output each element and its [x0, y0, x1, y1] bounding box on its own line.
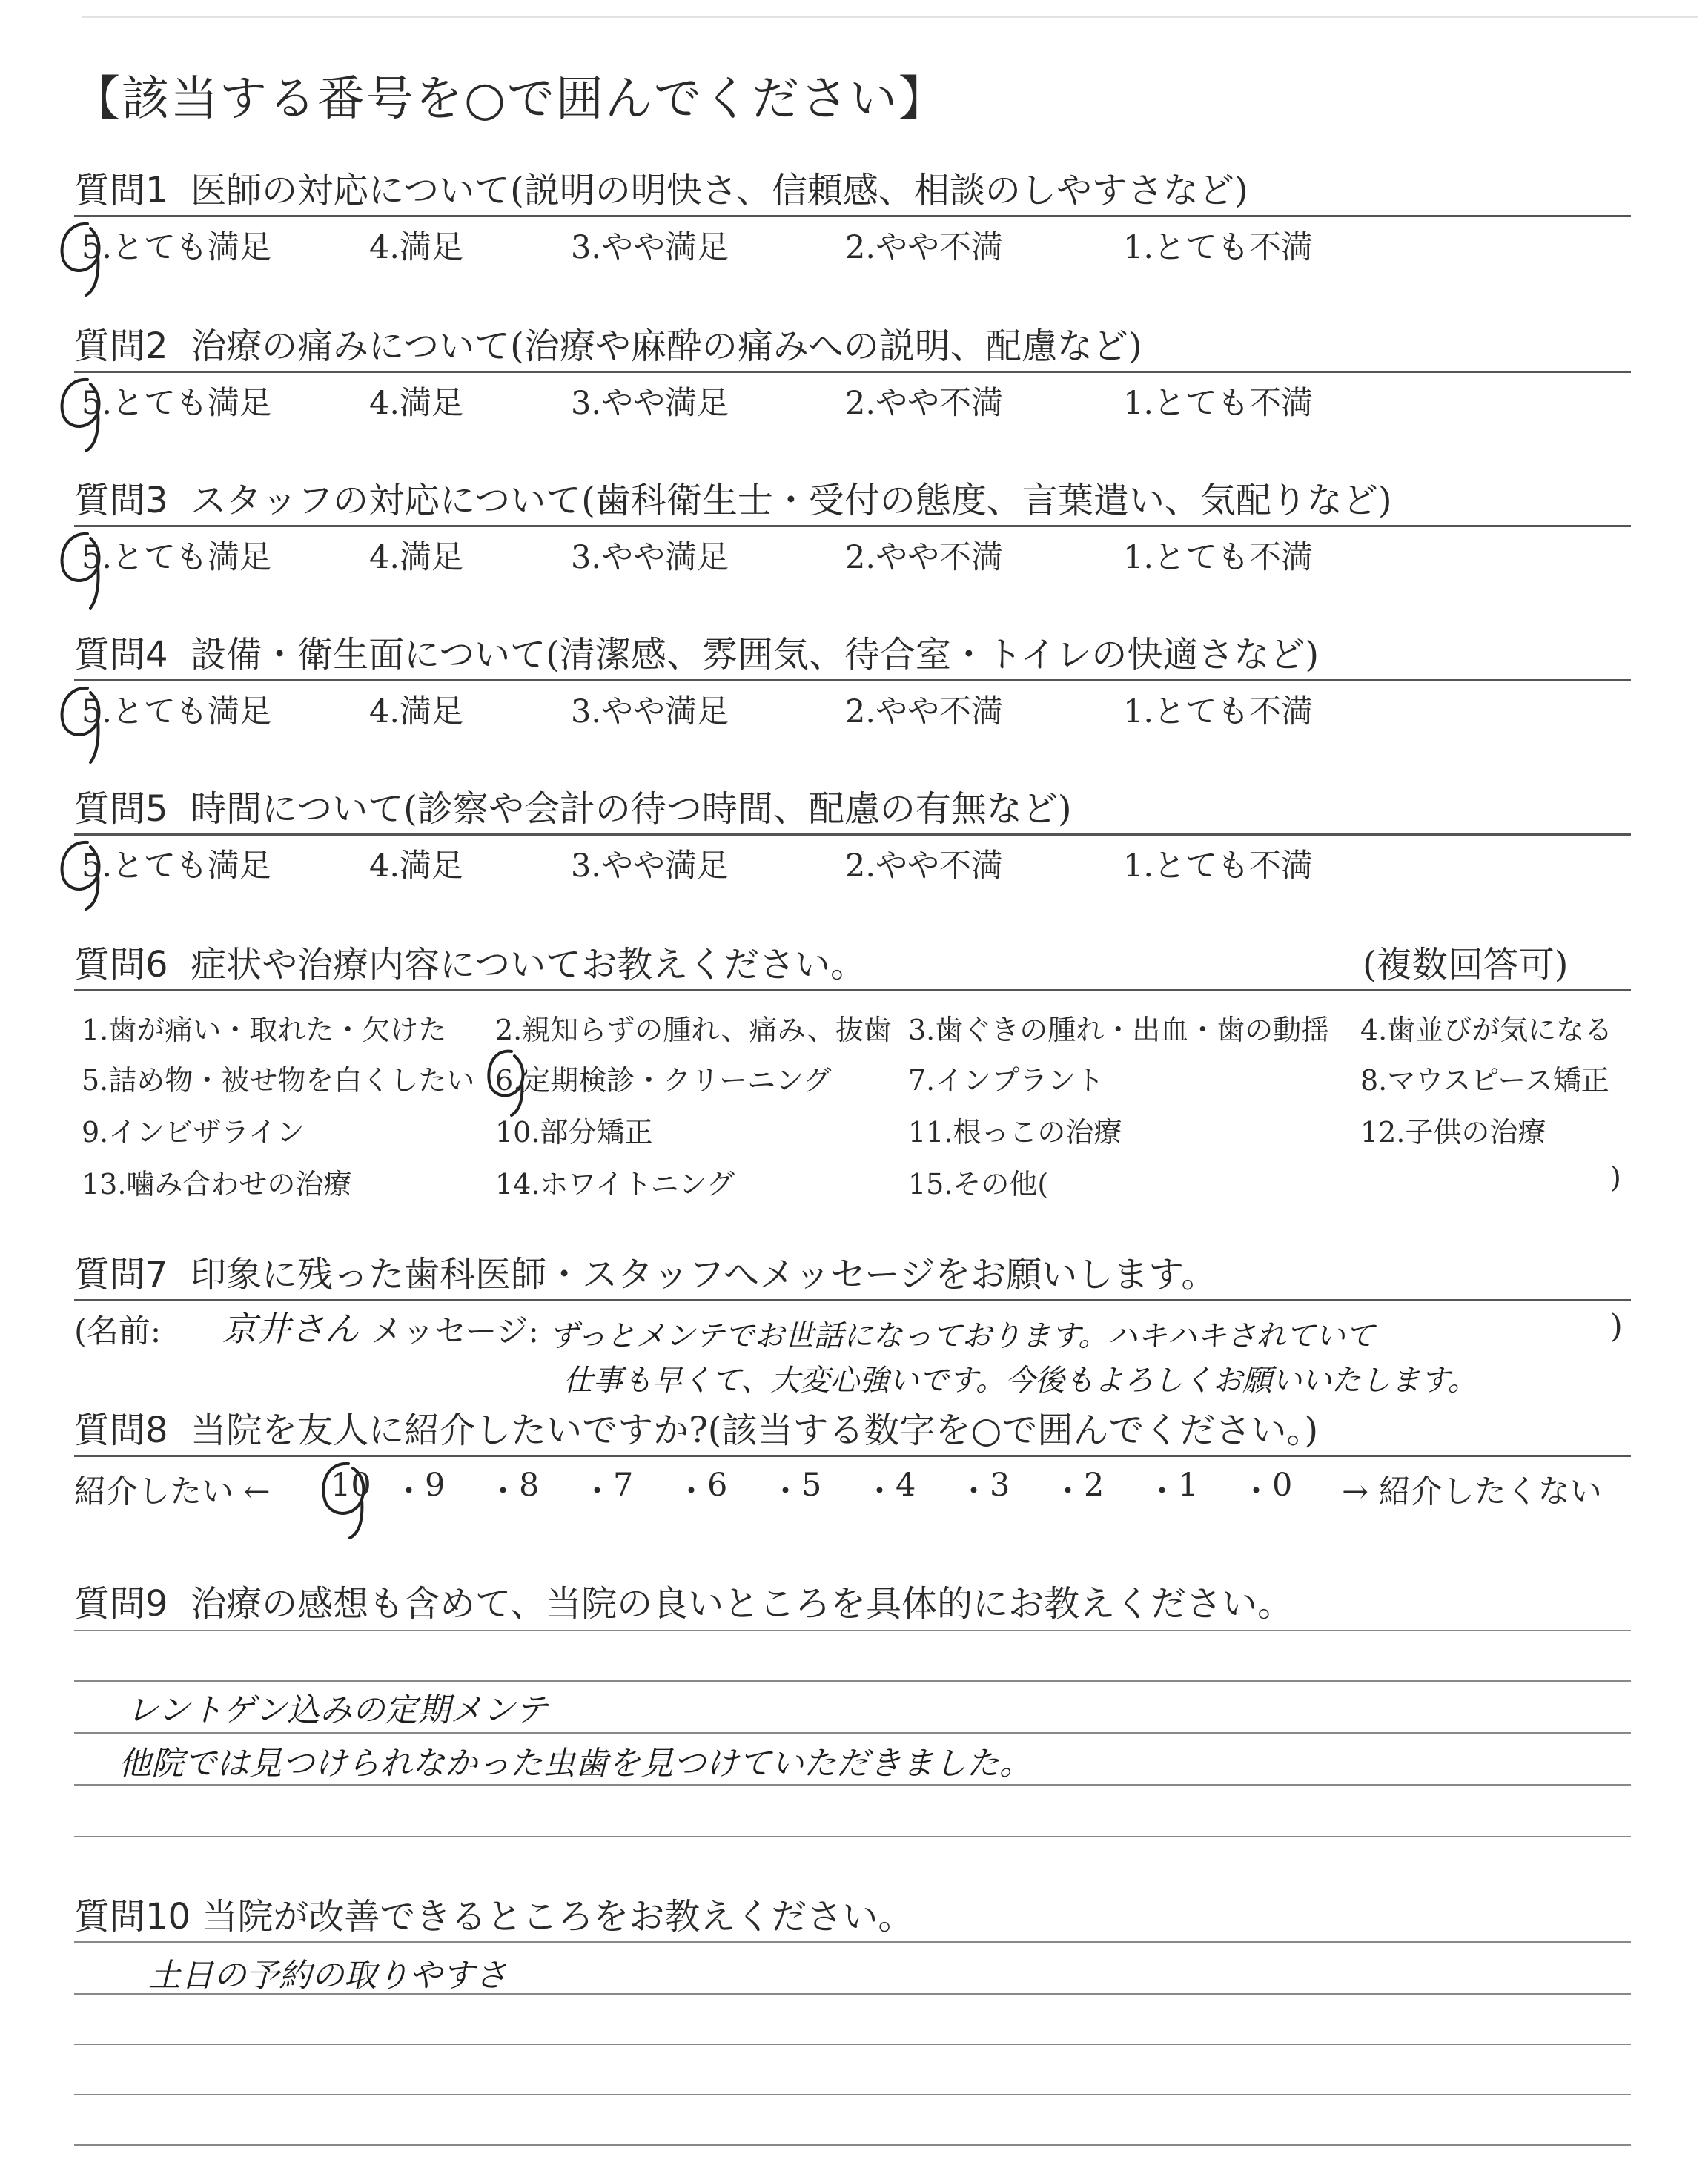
- q6-note: (複数回答可): [1363, 944, 1569, 985]
- q6-item-4[interactable]: 4.歯並びが気になる: [1360, 1014, 1613, 1046]
- q4-option-5[interactable]: 5.とても満足: [82, 693, 272, 730]
- q6-item-11[interactable]: 11.根っこの治療: [908, 1116, 1122, 1149]
- q5-option-4[interactable]: 4.満足: [369, 848, 464, 885]
- q6-item-2[interactable]: 2.親知らずの腫れ、痛み、抜歯: [495, 1014, 892, 1046]
- form-header: 【該当する番号を○で囲んでください】: [73, 72, 947, 127]
- q10-text: 当院が改善できるところをお教えください。: [202, 1896, 914, 1938]
- q4-option-4[interactable]: 4.満足: [369, 693, 464, 730]
- q8-text: 当院を友人に紹介したいですか?(該当する数字を○で囲んでください。): [191, 1410, 1319, 1451]
- q1-option-5[interactable]: 5.とても満足: [82, 229, 272, 266]
- q5-text: 時間について(診察や会計の待つ時間、配慮の有無など): [191, 788, 1072, 830]
- q2-option-1[interactable]: 1.とても不満: [1123, 385, 1314, 422]
- q5-option-5[interactable]: 5.とても満足: [82, 848, 272, 885]
- q5-option-2[interactable]: 2.やや不満: [845, 848, 1004, 885]
- q8-scale-2[interactable]: 2: [1084, 1467, 1105, 1504]
- q6-text: 症状や治療内容についてお教えください。: [191, 944, 867, 985]
- q6-item-6[interactable]: 6.定期検診・クリーニング: [495, 1064, 832, 1097]
- q3-text: スタッフの対応について(歯科衛生士・受付の態度、言葉遣い、気配りなど): [191, 480, 1392, 521]
- q9-label: 質問9: [74, 1583, 168, 1625]
- q3-label: 質問3: [74, 480, 168, 521]
- q6-item-15[interactable]: 15.その他(: [908, 1168, 1049, 1200]
- q8-left-label: 紹介したい ←: [74, 1473, 271, 1510]
- q8-scale-separator: ・: [581, 1473, 613, 1510]
- q8-scale-9[interactable]: 9: [425, 1467, 446, 1504]
- q8-scale-3[interactable]: 3: [990, 1467, 1010, 1504]
- q8-scale-5[interactable]: 5: [801, 1467, 822, 1504]
- q2-label: 質問2: [74, 326, 168, 367]
- q8-label: 質問8: [74, 1410, 168, 1451]
- q4-label: 質問4: [74, 634, 168, 676]
- q7-message-line1: ずっとメンテでお世話になっております。ハキハキされていて: [549, 1319, 1375, 1353]
- q9-text: 治療の感想も含めて、当院の良いところを具体的にお教えください。: [191, 1583, 1294, 1625]
- q6-item-9[interactable]: 9.インビザライン: [82, 1116, 305, 1149]
- q6-item-1[interactable]: 1.歯が痛い・取れた・欠けた: [82, 1014, 447, 1046]
- q8-scale-0[interactable]: 0: [1272, 1467, 1293, 1504]
- q8-scale-1[interactable]: 1: [1178, 1467, 1199, 1504]
- q8-scale-4[interactable]: 4: [896, 1467, 916, 1504]
- q7-close-paren: ): [1610, 1308, 1623, 1345]
- q8-scale-separator: ・: [958, 1473, 990, 1510]
- q6-item-10[interactable]: 10.部分矯正: [495, 1116, 653, 1149]
- q6-item-14[interactable]: 14.ホワイトニング: [495, 1168, 735, 1200]
- q7-message-line2: 仕事も早くて、大変心強いです。今後もよろしくお願いいたします。: [563, 1364, 1477, 1398]
- q1-option-4[interactable]: 4.満足: [369, 229, 464, 266]
- q8-scale-separator: ・: [487, 1473, 519, 1510]
- q8-scale-separator: ・: [769, 1473, 801, 1510]
- q6-item-13[interactable]: 13.噛み合わせの治療: [82, 1168, 352, 1200]
- q2-option-5[interactable]: 5.とても満足: [82, 385, 272, 422]
- q3-option-5[interactable]: 5.とても満足: [82, 539, 272, 576]
- q4-option-3[interactable]: 3.やや満足: [571, 693, 729, 730]
- q9-answer-line1: レントゲン込みの定期メンテ: [126, 1691, 549, 1729]
- q9-answer-line2: 他院では見つけられなかった虫歯を見つけていただきました。: [119, 1745, 1032, 1783]
- q6-item-7[interactable]: 7.インプラント: [908, 1064, 1105, 1097]
- q7-message-label: メッセージ:: [371, 1313, 539, 1350]
- q4-option-1[interactable]: 1.とても不満: [1123, 693, 1314, 730]
- q5-option-1[interactable]: 1.とても不満: [1123, 848, 1314, 885]
- q3-option-4[interactable]: 4.満足: [369, 539, 464, 576]
- q8-scale-separator: ・: [1052, 1473, 1084, 1510]
- q1-text: 医師の対応について(説明の明快さ、信頼感、相談のしやすさなど): [191, 170, 1248, 211]
- q6-item-5[interactable]: 5.詰め物・被せ物を白くしたい: [82, 1064, 475, 1097]
- q6-item-3[interactable]: 3.歯ぐきの腫れ・出血・歯の動揺: [908, 1014, 1330, 1046]
- q8-scale-separator: ・: [393, 1473, 425, 1510]
- q1-option-2[interactable]: 2.やや不満: [845, 229, 1004, 266]
- q6-label: 質問6: [74, 944, 168, 985]
- q1-option-3[interactable]: 3.やや満足: [571, 229, 729, 266]
- q7-name-value: 京井さん: [222, 1309, 359, 1349]
- q7-text: 印象に残った歯科医師・スタッフへメッセージをお願いします。: [191, 1254, 1217, 1295]
- q7-label: 質問7: [74, 1254, 168, 1295]
- q8-scale-separator: ・: [1146, 1473, 1178, 1510]
- q8-scale-separator: ・: [864, 1473, 896, 1510]
- q2-text: 治療の痛みについて(治療や麻酔の痛みへの説明、配慮など): [191, 326, 1142, 367]
- q2-option-3[interactable]: 3.やや満足: [571, 385, 729, 422]
- q6-item-close-paren: ): [1610, 1161, 1621, 1194]
- q8-scale-8[interactable]: 8: [519, 1467, 540, 1504]
- q6-item-12[interactable]: 12.子供の治療: [1360, 1116, 1546, 1149]
- q3-option-1[interactable]: 1.とても不満: [1123, 539, 1314, 576]
- q8-scale-10[interactable]: 10: [331, 1467, 371, 1504]
- q4-option-2[interactable]: 2.やや不満: [845, 693, 1004, 730]
- q6-item-8[interactable]: 8.マウスピース矯正: [1360, 1064, 1609, 1097]
- q4-text: 設備・衛生面について(清潔感、雰囲気、待合室・トイレの快適さなど): [191, 634, 1320, 676]
- q5-label: 質問5: [74, 788, 168, 830]
- q8-scale-separator: ・: [675, 1473, 707, 1510]
- q3-option-2[interactable]: 2.やや不満: [845, 539, 1004, 576]
- q2-option-2[interactable]: 2.やや不満: [845, 385, 1004, 422]
- q3-option-3[interactable]: 3.やや満足: [571, 539, 729, 576]
- q8-scale-6[interactable]: 6: [707, 1467, 728, 1504]
- q8-scale-separator: ・: [1240, 1473, 1272, 1510]
- q10-answer-line1: 土日の予約の取りやすさ: [148, 1957, 507, 1995]
- q2-option-4[interactable]: 4.満足: [369, 385, 464, 422]
- q10-label: 質問10: [74, 1896, 191, 1938]
- q8-right-label: → 紹介したくない: [1342, 1473, 1602, 1510]
- q8-scale-7[interactable]: 7: [613, 1467, 634, 1504]
- q5-option-3[interactable]: 3.やや満足: [571, 848, 729, 885]
- q7-name-label: (名前:: [74, 1313, 162, 1350]
- q1-label: 質問1: [74, 170, 168, 211]
- q1-option-1[interactable]: 1.とても不満: [1123, 229, 1314, 266]
